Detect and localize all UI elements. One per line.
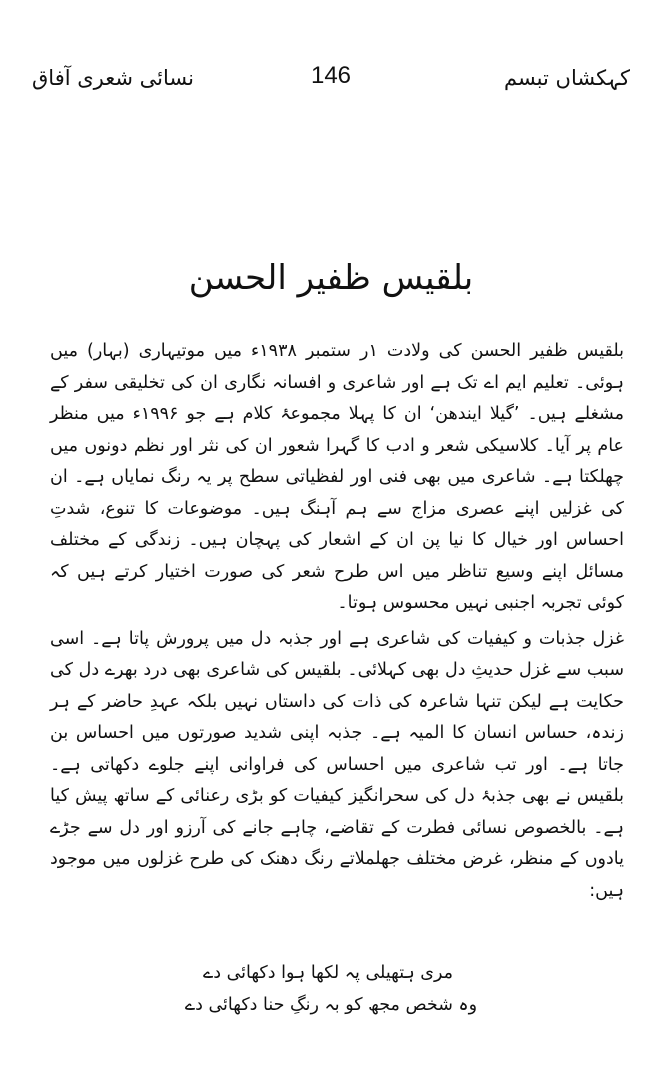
- paragraph: بلقیس ظفیر الحسن کی ولادت ۱ر ستمبر ۱۹۳۸ء میں موتیہاری (بہار) میں ہوئی۔ تعلیم ایم اے تک ہے اور شاعری و افسانہ نگاری ان کی تخلیقی سفر کے مشغلے ہیں۔ ’گیلا ایندھن‘ ان کا پہلا مجموعۂ کلام ہے جو ۱۹۹۶ء میں منظر عام پر آیا۔ کلاسیکی شعر و ادب کا گہرا شعور ان کی نثر اور نظم دونوں میں چھلکتا ہے۔ شاعری میں بھی فنی اور لفظیاتی سطح پر یہ رنگ نمایاں ہے۔ ان کی غزلیں اپنے عصری مزاج سے ہم آہنگ ہیں۔ موضوعات کا تنوع، شدتِ احساس اور خیال کا نیا پن ان کے اشعار کی پہچان ہیں۔ زندگی کے مختلف مسائل اپنے وسیع تناظر میں اس طرح شعر کی صورت اختیار کرتے ہیں کہ کوئی تجربہ اجنبی نہیں محسوس ہوتا۔: [50, 341, 625, 613]
- verse-line: وہ شخص مجھ کو بہ رنگِ حنا دکھائی دے: [184, 995, 478, 1015]
- verse-line: مری ہتھیلی پہ لکھا ہوا دکھائی دے: [202, 963, 454, 983]
- verse-couplet: [0, 957, 662, 1021]
- chapter-title: بلقیس ظفیر الحسن: [188, 258, 474, 298]
- header-book-title: نسائی شعری آفاق: [32, 66, 194, 90]
- body-text: [50, 336, 624, 907]
- page-number: 146: [310, 62, 352, 89]
- paragraph: غزل جذبات و کیفیات کی شاعری ہے اور جذبہ دل میں پرورش پاتا ہے۔ اسی سبب سے غزل حدیثِ دل بھی کہلائی۔ بلقیس کی شاعری بھی درد بھرے دل کی حکایت ہے لیکن تنہا شاعرہ کی ذات کی داستاں نہیں بلکہ عہدِ حاضر کے ہر زندہ، حساس انسان کا المیہ ہے۔ جذبہ اپنی شدید صورتوں میں احساس بن جاتا ہے۔ اور تب شاعری میں احساس کی فراوانی اپنے جلوے دکھاتی ہے۔ بلقیس نے بھی جذبۂ دل کی سحرانگیز کیفیات کو بڑی رعنائی کے ساتھ پیش کیا ہے۔ بالخصوص نسائی فطرت کے تقاضے، چاہے جانے کی آرزو اور دل سے جڑے یادوں کے منظر، غرض مختلف جھلملاتے رنگ دھنک کی طرح غزلوں میں موجود ہیں:: [50, 628, 624, 901]
- header-author-name: کہکشاں تبسم: [503, 66, 630, 90]
- running-header: [32, 62, 630, 102]
